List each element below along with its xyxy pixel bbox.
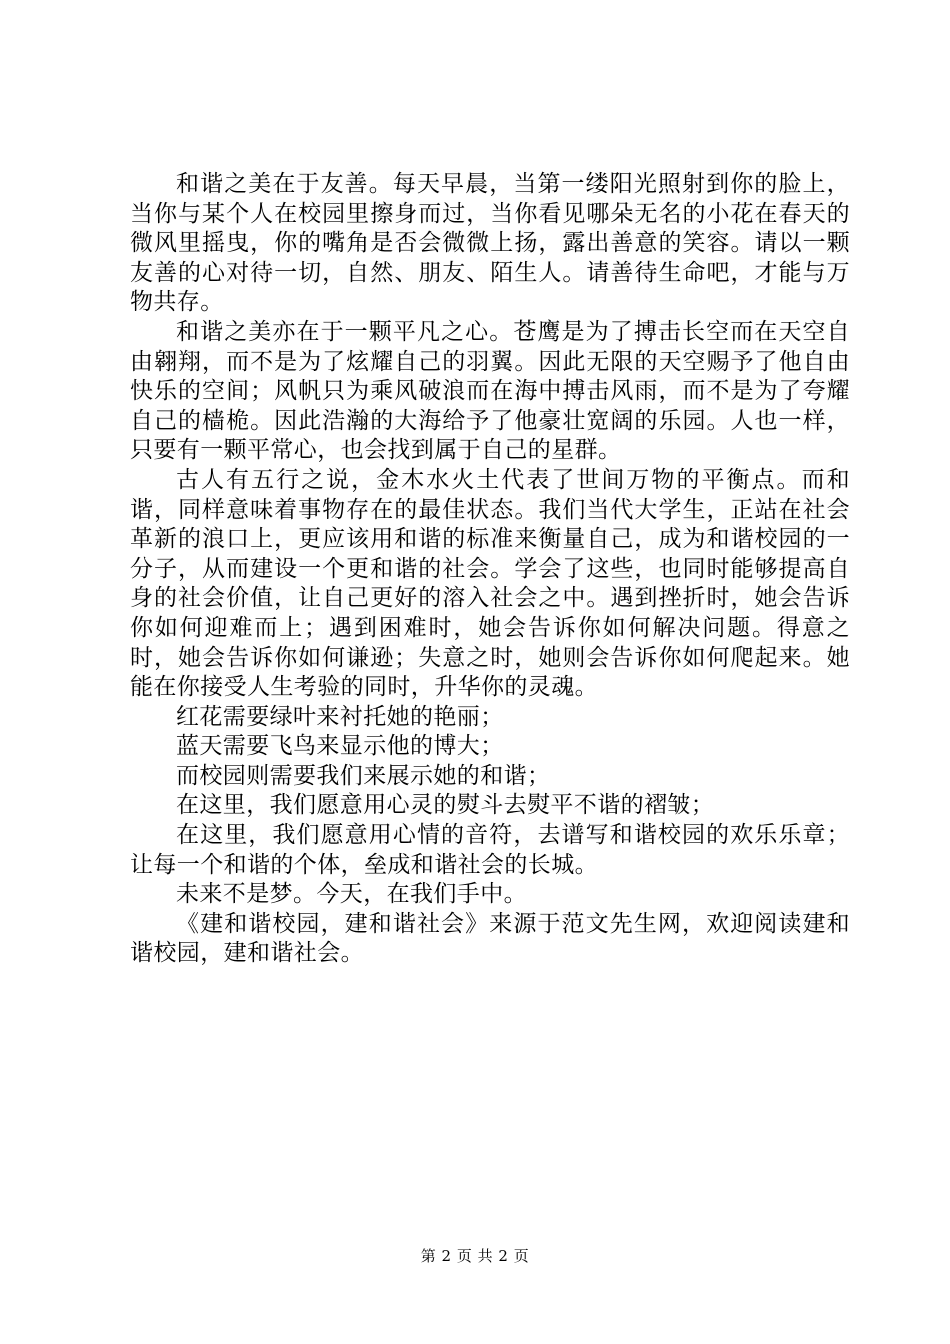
paragraph-source: 《建和谐校园，建和谐社会》来源于范文先生网，欢迎阅读建和谐校园，建和谐社会。 <box>130 910 850 967</box>
document-body <box>130 170 850 969</box>
paragraph-here-music: 在这里，我们愿意用心情的音符，去谱写和谐校园的欢乐乐章；让每一个和谐的个体，垒成和谐社会的长城。 <box>130 822 850 878</box>
paragraph-friendliness: 和谐之美在于友善。每天早晨，当第一缕阳光照射到你的脸上，当你与某个人在校园里擦身而过，当你看见哪朵无名的小花在春天的微风里摇曳，你的嘴角是否会微微上扬，露出善意的笑容。请以一颗友善的心对待一切，自然、朋友、陌生人。请善待生命吧，才能与万物共存。 <box>130 171 850 316</box>
page-number-footer: 第 2 页 共 2 页 <box>420 1247 530 1265</box>
paragraph-here-iron: 在这里，我们愿意用心灵的熨斗去熨平不谐的褶皱； <box>176 792 715 819</box>
paragraph-campus: 而校园则需要我们来展示她的和谐； <box>176 762 551 789</box>
paragraph-future: 未来不是梦。今天，在我们手中。 <box>176 881 527 908</box>
paragraph-red-flower: 红花需要绿叶来衬托她的艳丽； <box>176 703 504 730</box>
paragraph-five-elements: 古人有五行之说，金木水火土代表了世间万物的平衡点。而和谐，同样意味着事物存在的最佳状态。我们当代大学生，正站在社会革新的浪口上，更应该用和谐的标准来衡量自己，成为和谐校园的一分子，从而建设一个更和谐的社会。学会了这些，也同时能够提高自身的社会价值，让自己更好的溶入社会之中。遇到挫折时，她会告诉你如何迎难而上；遇到困难时，她会告诉你如何解决问题。得意之时，她会告诉你如何谦逊；失意之时，她则会告诉你如何爬起来。她能在你接受人生考验的同时，升华你的灵魂。 <box>130 466 850 701</box>
paragraph-blue-sky: 蓝天需要飞鸟来显示他的博大； <box>176 733 504 760</box>
paragraph-ordinary-heart: 和谐之美亦在于一颗平凡之心。苍鹰是为了搏击长空而在天空自由翱翔，而不是为了炫耀自己的羽翼。因此无限的天空赐予了他自由快乐的空间；风帆只为乘风破浪而在海中搏击风雨，而不是为了夸耀自己的樯桅。因此浩瀚的大海给予了他豪壮宽阔的乐园。人也一样，只要有一颗平常心，也会找到属于自己的星群。 <box>130 318 850 464</box>
